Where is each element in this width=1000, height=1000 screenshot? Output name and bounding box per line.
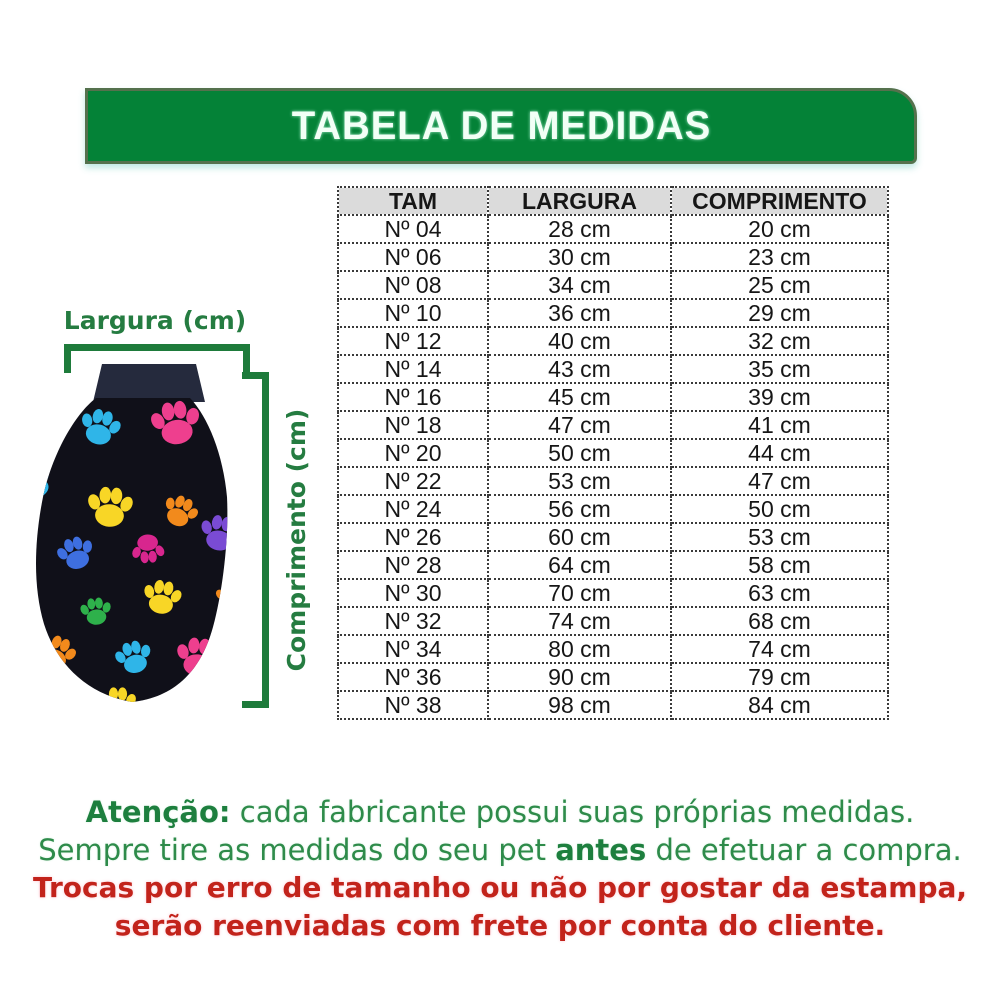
size-table-head: [338, 187, 888, 215]
table-cell: 80 cm: [488, 635, 671, 663]
table-cell: 53 cm: [488, 467, 671, 495]
table-cell: 30 cm: [488, 243, 671, 271]
table-cell: 29 cm: [671, 299, 888, 327]
table-cell: 34 cm: [488, 271, 671, 299]
table-cell: 84 cm: [671, 691, 888, 719]
table-row: [338, 691, 888, 719]
table-row: [338, 467, 888, 495]
column-header-tam: TAM: [338, 187, 488, 215]
sweater-collar: [93, 364, 205, 402]
width-axis-label: Largura (cm): [63, 306, 247, 335]
table-cell: 58 cm: [671, 551, 888, 579]
table-row: [338, 383, 888, 411]
table-cell: 47 cm: [488, 411, 671, 439]
title-banner: [85, 88, 917, 164]
table-cell: 79 cm: [671, 663, 888, 691]
measure-advice-note: [0, 831, 1000, 869]
table-row: [338, 271, 888, 299]
table-row: [338, 663, 888, 691]
table-cell: 43 cm: [488, 355, 671, 383]
table-cell: 23 cm: [671, 243, 888, 271]
table-cell: 63 cm: [671, 579, 888, 607]
table-cell: 68 cm: [671, 607, 888, 635]
table-cell: 45 cm: [488, 383, 671, 411]
table-cell: 56 cm: [488, 495, 671, 523]
advice-post: de efetuar a compra.: [646, 833, 962, 867]
table-row: [338, 579, 888, 607]
table-cell: Nº 28: [338, 551, 488, 579]
attention-note-text: cada fabricante possui suas próprias medidas.: [230, 795, 915, 829]
table-row: [338, 327, 888, 355]
table-cell: Nº 22: [338, 467, 488, 495]
table-cell: 53 cm: [671, 523, 888, 551]
table-cell: 20 cm: [671, 215, 888, 243]
table-row: [338, 243, 888, 271]
table-cell: Nº 14: [338, 355, 488, 383]
table-cell: Nº 16: [338, 383, 488, 411]
table-row: [338, 635, 888, 663]
notes-section: [0, 793, 1000, 945]
table-cell: 50 cm: [671, 495, 888, 523]
table-cell: 32 cm: [671, 327, 888, 355]
table-cell: Nº 18: [338, 411, 488, 439]
column-header-largura: LARGURA: [488, 187, 671, 215]
table-cell: Nº 12: [338, 327, 488, 355]
table-cell: Nº 30: [338, 579, 488, 607]
table-cell: 60 cm: [488, 523, 671, 551]
table-cell: Nº 04: [338, 215, 488, 243]
column-header-comprimento: COMPRIMENTO: [671, 187, 888, 215]
table-cell: 90 cm: [488, 663, 671, 691]
table-cell: 50 cm: [488, 439, 671, 467]
table-row: [338, 215, 888, 243]
attention-note: [0, 793, 1000, 831]
table-cell: 74 cm: [671, 635, 888, 663]
table-cell: Nº 20: [338, 439, 488, 467]
page-title: TABELA DE MEDIDAS: [291, 103, 711, 148]
table-cell: 35 cm: [671, 355, 888, 383]
table-cell: 40 cm: [488, 327, 671, 355]
exchange-warning-line1: Trocas por erro de tamanho ou não por gostar da estampa,: [32, 871, 968, 904]
table-row: [338, 495, 888, 523]
table-cell: Nº 26: [338, 523, 488, 551]
table-cell: 64 cm: [488, 551, 671, 579]
table-cell: 28 cm: [488, 215, 671, 243]
size-table: [337, 186, 889, 720]
table-header-row: [338, 187, 888, 215]
table-row: [338, 411, 888, 439]
table-row: [338, 299, 888, 327]
table-cell: 47 cm: [671, 467, 888, 495]
length-measure-bracket: [242, 372, 269, 708]
advice-bold: antes: [555, 833, 647, 867]
exchange-warning-line2: serão reenviadas com frete por conta do cliente.: [114, 909, 886, 942]
table-row: [338, 355, 888, 383]
table-cell: 70 cm: [488, 579, 671, 607]
attention-note-bold: Atenção:: [85, 795, 231, 829]
pet-sweater-image: [30, 362, 240, 707]
table-cell: 39 cm: [671, 383, 888, 411]
table-cell: Nº 38: [338, 691, 488, 719]
table-row: [338, 607, 888, 635]
table-cell: 98 cm: [488, 691, 671, 719]
size-table-body: [338, 215, 888, 719]
table-cell: Nº 08: [338, 271, 488, 299]
table-cell: Nº 24: [338, 495, 488, 523]
table-cell: 36 cm: [488, 299, 671, 327]
advice-pre: Sempre tire as medidas do seu pet: [38, 833, 556, 867]
table-cell: Nº 36: [338, 663, 488, 691]
table-cell: 25 cm: [671, 271, 888, 299]
table-cell: 41 cm: [671, 411, 888, 439]
table-cell: Nº 32: [338, 607, 488, 635]
table-cell: Nº 10: [338, 299, 488, 327]
table-cell: Nº 34: [338, 635, 488, 663]
table-row: [338, 523, 888, 551]
table-row: [338, 439, 888, 467]
length-axis-label: Comprimento (cm): [282, 408, 311, 672]
table-row: [338, 551, 888, 579]
table-cell: 74 cm: [488, 607, 671, 635]
table-cell: 44 cm: [671, 439, 888, 467]
table-cell: Nº 06: [338, 243, 488, 271]
